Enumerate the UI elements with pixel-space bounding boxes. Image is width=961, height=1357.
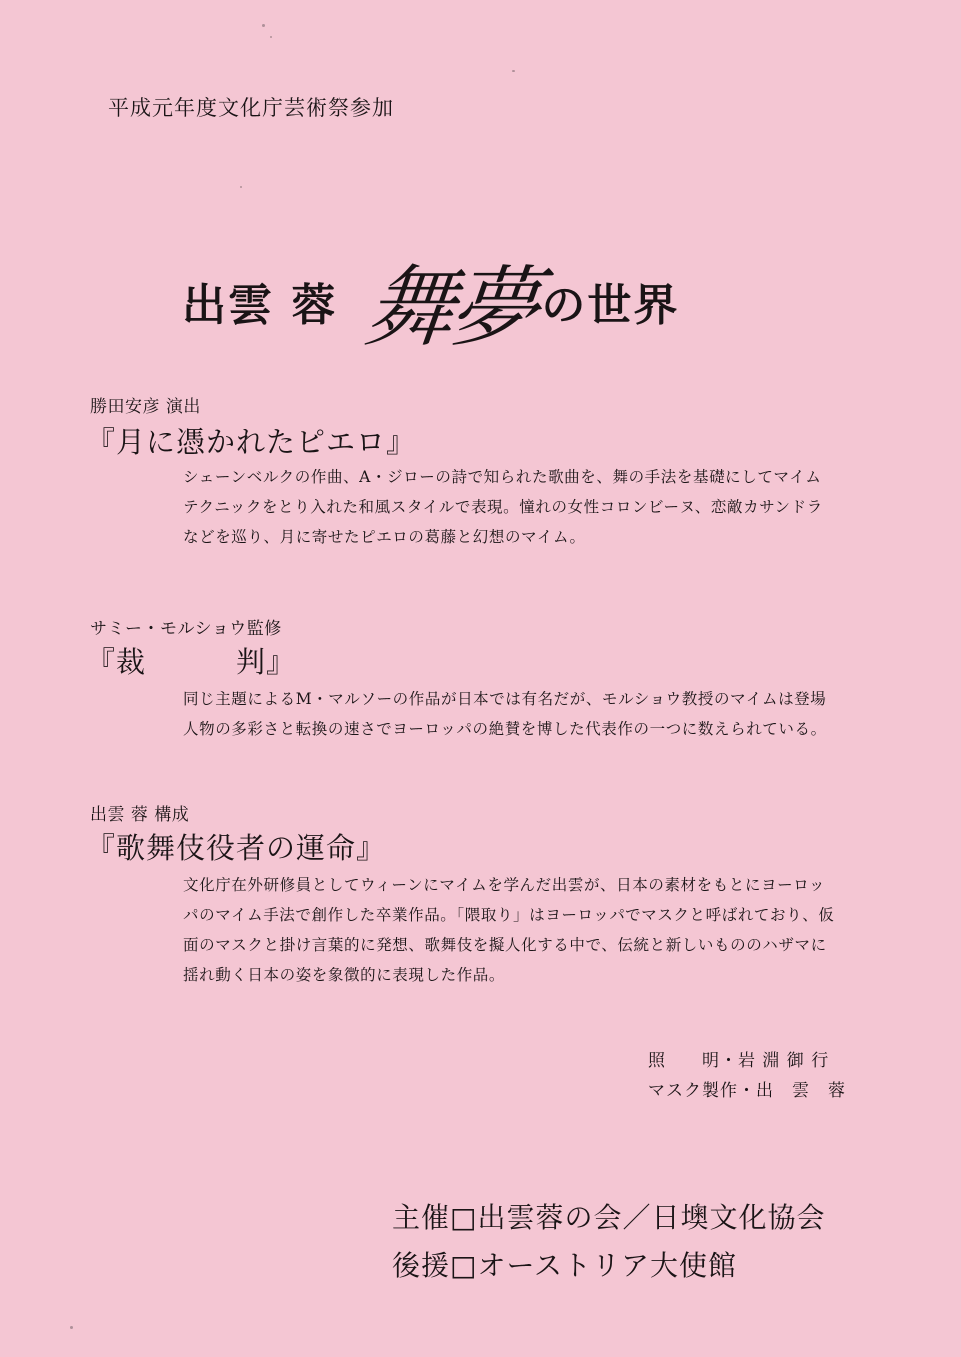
work-1-description [183,462,873,552]
work-2-credit: サミー・モルショウ監修 [90,619,282,639]
description-line: などを巡り、月に寄せたピエロの葛藤と幻想のマイム。 [183,528,586,546]
description-line: 面のマスクと掛け言葉的に発想、歌舞伎を擬人化する中で、伝統と新しいもののハザマに [183,936,827,954]
staff-credits [648,1046,846,1106]
lighting-credit: 照 明・岩 淵 御 行 [648,1051,830,1071]
work-1-credit: 勝田安彦 演出 [90,397,201,417]
title-suffix: の世界 [541,280,680,331]
description-line: シェーンベルクの作曲、A・ジローの詩で知られた歌曲を、舞の手法を基礎にしてマイム [183,468,822,486]
calligraphy-title: 舞夢 [361,256,541,359]
performer-name: 出雲 蓉 [182,280,338,331]
description-line: パのマイム手法で創作した卒業作品。「隈取り」はヨーロッパでマスクと呼ばれており、仮 [183,906,835,924]
print-speck [262,24,265,27]
organizer-line: 主催□出雲蓉の会／日墺文化協会 [392,1201,826,1234]
work-3-title: 『歌舞伎役者の運命』 [86,831,387,865]
description-line: 文化庁在外研修員としてウィーンにマイムを学んだ出雲が、日本の素材をもとにヨーロッ [183,876,826,894]
work-3-description [183,870,873,990]
description-line: 人物の多彩さと転換の速さでヨーロッパの絶賛を博した代表作の一つに数えられている。 [183,720,827,738]
description-line: 揺れ動く日本の姿を象徴的に表現した作品。 [183,966,506,984]
mask-credit: マスク製作・出 雲 蓉 [648,1081,846,1101]
print-speck [240,186,242,188]
work-2-title: 『裁 判』 [86,645,297,679]
work-2-description [183,684,873,744]
print-speck [512,70,515,72]
print-speck [70,1326,73,1329]
festival-header: 平成元年度文化庁芸術祭参加 [108,96,394,120]
support-line: 後援□オーストリア大使館 [392,1249,738,1282]
page-title [182,238,679,364]
work-3-credit: 出雲 蓉 構成 [90,805,190,825]
description-line: 同じ主題によるM・マルソーの作品が日本では有名だが、モルショウ教授のマイムは登場 [183,690,827,708]
description-line: テクニックをとり入れた和風スタイルで表現。憧れの女性コロンビーヌ、恋敵カサンドラ [183,498,823,516]
print-speck [270,36,272,38]
work-1-title: 『月に憑かれたピエロ』 [86,425,417,459]
